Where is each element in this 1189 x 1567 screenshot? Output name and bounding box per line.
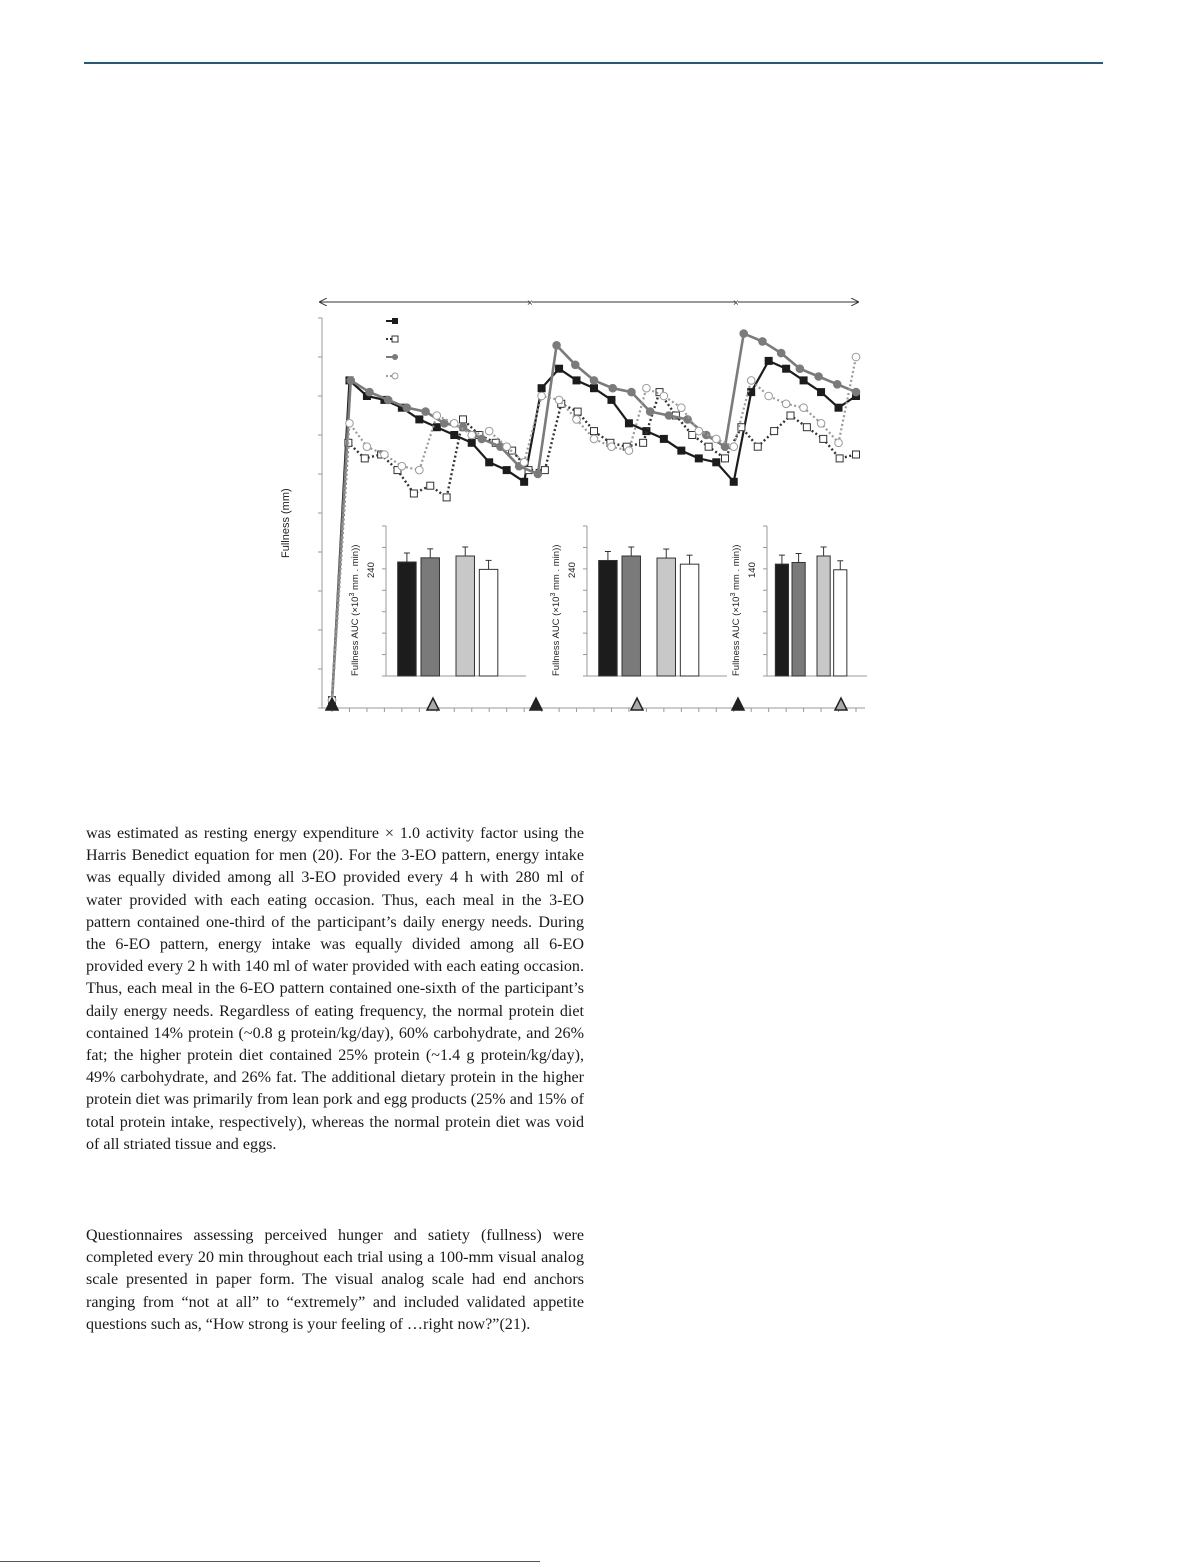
inset-axis-label-part: mm . min (731, 550, 742, 593)
data-point (800, 377, 807, 384)
data-point (712, 435, 720, 443)
inset-bar (479, 569, 497, 676)
inset-bar (834, 570, 847, 676)
inset-axis-label-part: )) (731, 544, 742, 551)
y-ticks (318, 318, 322, 708)
filled-triangle-icon (530, 698, 542, 710)
data-point (800, 404, 808, 412)
data-point (628, 388, 636, 396)
data-point (573, 416, 581, 424)
inset-tick-label: 240 (567, 562, 578, 578)
data-point (803, 424, 810, 431)
inset-tick-label: 140 (747, 562, 758, 578)
legend-marker-1 (392, 318, 398, 324)
data-point (381, 451, 389, 459)
data-point (833, 381, 841, 389)
inset-axis-label-exp: 3 (349, 592, 356, 597)
data-point (556, 365, 563, 372)
data-point (591, 428, 598, 435)
data-point (817, 420, 825, 428)
data-point (361, 455, 368, 462)
data-point (416, 466, 424, 474)
filled-triangle-icon (732, 698, 744, 710)
data-point (665, 412, 673, 420)
data-point (852, 388, 860, 396)
data-point (553, 342, 561, 350)
data-point (403, 404, 411, 412)
data-point (765, 357, 772, 364)
data-point (689, 432, 696, 439)
auc-inset-1 (349, 526, 526, 676)
data-point (625, 447, 633, 455)
data-point (684, 416, 692, 424)
data-point (443, 494, 450, 501)
data-point (451, 432, 458, 439)
data-point (503, 443, 511, 451)
fullness-figure (270, 290, 880, 720)
data-point (765, 392, 773, 400)
inset-bar (657, 558, 675, 676)
inset-bar (599, 560, 617, 676)
data-point (346, 420, 354, 428)
data-point (730, 478, 737, 485)
data-point (747, 377, 755, 385)
data-point (384, 396, 392, 404)
data-point (740, 330, 748, 338)
body-paragraph-2: Questionnaires assessing perceived hunger and satiety (fullness) were completed every 20 min throughout each trial using a 100-mm visual analog scale presented in paper form. The visual analog scale had end anchors ranging from “not at all” to “extremely” and included validated appetite questions such as, “How strong is your feeling of …right now?”(21). (86, 1227, 584, 1333)
data-point (660, 392, 668, 400)
data-point (503, 467, 510, 474)
inset-bar (456, 556, 474, 676)
data-point (625, 420, 632, 427)
data-point (678, 404, 686, 412)
data-point (433, 424, 440, 431)
data-point (460, 416, 467, 423)
data-point (574, 408, 581, 415)
inset-bar (421, 558, 439, 676)
data-point (835, 404, 842, 411)
data-point (705, 443, 712, 450)
data-point (422, 408, 430, 416)
data-point (520, 459, 528, 467)
data-point (450, 420, 458, 428)
inset-axis-label (730, 545, 742, 676)
data-point (590, 377, 598, 385)
header-rule (84, 62, 1103, 64)
data-point (363, 443, 371, 451)
data-point (468, 431, 476, 439)
legend-marker-2 (392, 336, 398, 342)
data-point (410, 490, 417, 497)
legend-marker-4 (392, 373, 398, 379)
open-triangle-icon (631, 698, 643, 710)
fullness-chart (270, 290, 880, 720)
body-paragraph-1: was estimated as resting energy expenditure × 1.0 activity factor using the Harris Benedict equation for men (20). For the 3-EO pattern, energy intake was equally divided among all 3-EO provided every 4 h with 280 ml of water provided with each eating occasion. Thus, each meal in the 3-EO pattern contained one-third of the participant’s daily energy needs. During the 6-EO pattern, energy intake was equally divided among all 6-EO provided every 2 h with 140 ml of water provided with each eating occasion. Thus, each meal in the 6-EO pattern contained one-sixth of the participant’s daily energy needs. Regardless of eating frequency, the normal protein diet contained 14% protein (~0.8 g protein/kg/day), 60% carbohydrate, and 26% fat; the higher protein diet contained 25% protein (~1.4 g protein/kg/day), 49% carbohydrate, and 26% fat. The additional dietary protein in the higher protein diet was primarily from lean pork and egg products (25% and 15% of total protein intake, respectively), whereas the normal protein diet was void of all striated tissue and eggs. (86, 825, 584, 1153)
auc-inset-3 (730, 526, 867, 676)
open-triangle-icon (835, 698, 847, 710)
data-point (771, 428, 778, 435)
data-point (416, 416, 423, 423)
data-point (853, 451, 860, 458)
data-point (820, 435, 827, 442)
data-point (347, 377, 355, 385)
period-divider-2: × (733, 298, 739, 309)
data-point (555, 396, 563, 404)
data-point (398, 462, 406, 470)
data-point (640, 439, 647, 446)
data-point (713, 459, 720, 466)
inset-axis-label-part: )) (551, 544, 562, 551)
data-point (609, 384, 617, 392)
inset-axis-label-exp: 3 (550, 592, 557, 597)
data-point (427, 482, 434, 489)
open-triangle-icon (427, 698, 439, 710)
inset-axis-label-part: Fullness AUC (×10 (350, 596, 361, 676)
data-point (777, 349, 785, 357)
inset-axis-label (550, 545, 562, 676)
data-point (678, 447, 685, 454)
legend-marker-3 (392, 354, 398, 360)
data-point (538, 392, 546, 400)
x-ticks (332, 708, 856, 712)
data-point (759, 338, 767, 346)
data-point (782, 400, 790, 408)
data-point (643, 384, 651, 392)
data-point (608, 443, 616, 451)
auc-inset-2 (550, 526, 727, 676)
data-point (695, 427, 703, 435)
inset-axis-label-part: )) (350, 544, 361, 551)
data-point (541, 467, 548, 474)
legend (386, 318, 398, 379)
data-point (608, 396, 615, 403)
data-point (783, 365, 790, 372)
inset-layer (349, 526, 867, 676)
inset-axis-label-part: mm . min (350, 550, 361, 593)
period-divider-1: × (527, 298, 533, 309)
inset-bar (622, 556, 640, 676)
inset-axis-label-part: Fullness AUC (×10 (731, 596, 742, 676)
inset-axis-label-exp: 3 (730, 592, 737, 597)
inset-axis-label (349, 545, 361, 676)
data-point (433, 412, 441, 420)
data-point (754, 443, 761, 450)
inset-bar (398, 562, 416, 676)
inset-axis-label-part: mm . min (551, 550, 562, 593)
inset-bar (680, 564, 698, 676)
data-point (571, 361, 579, 369)
data-point (722, 455, 729, 462)
data-point (646, 408, 654, 416)
data-point (695, 455, 702, 462)
data-point (478, 435, 486, 443)
data-point (468, 439, 475, 446)
data-point (796, 365, 804, 373)
data-point (818, 389, 825, 396)
data-point (538, 385, 545, 392)
data-point (366, 388, 374, 396)
data-point (485, 427, 493, 435)
data-point (815, 373, 823, 381)
inset-bar (792, 562, 805, 676)
inset-tick-label: 240 (366, 562, 377, 578)
data-point (534, 470, 542, 478)
inset-bar (775, 564, 788, 676)
footer-rule (0, 1561, 540, 1562)
y-axis-label: Fullness (mm) (280, 488, 292, 558)
data-point (521, 478, 528, 485)
data-point (730, 443, 738, 451)
data-point (459, 423, 467, 431)
data-point (486, 459, 493, 466)
data-point (835, 439, 843, 447)
inset-axis-label-part: Fullness AUC (×10 (551, 596, 562, 676)
data-point (590, 435, 598, 443)
data-point (660, 435, 667, 442)
data-point (591, 385, 598, 392)
data-point (852, 353, 860, 361)
data-point (836, 455, 843, 462)
data-point (573, 377, 580, 384)
inset-bar (817, 556, 830, 676)
data-point (787, 412, 794, 419)
